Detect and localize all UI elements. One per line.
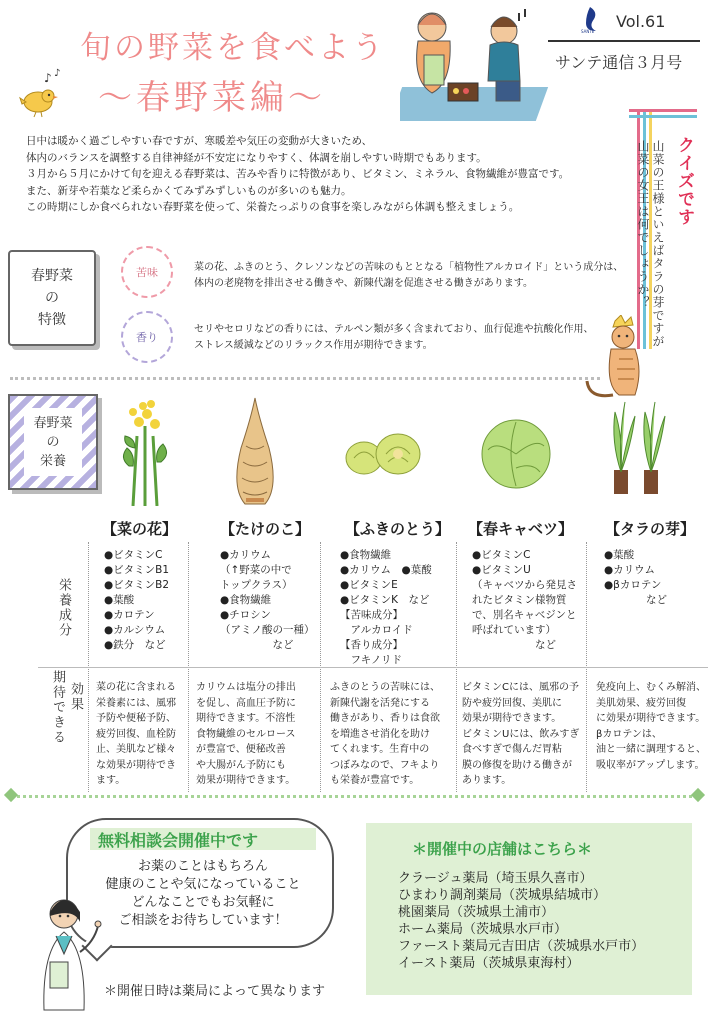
issue-title: サンテ通信３月号 <box>555 53 683 72</box>
nutrient-item: など <box>220 639 294 651</box>
sante-logo-icon <box>580 6 600 34</box>
svg-text:♪: ♪ <box>54 68 61 79</box>
nutrient-item: 【香り成分】 <box>340 639 403 651</box>
veg-name-taranome: 【タラの芽】 <box>605 520 696 538</box>
effect-line: 食物繊維のセルロース <box>196 728 296 740</box>
effect-line: 止、美肌など様々 <box>96 744 176 755</box>
aroma-tag: 香り <box>121 311 173 363</box>
aroma-description <box>194 322 594 354</box>
nutrition-label-line: 春野菜 <box>33 415 73 431</box>
description-line: 菜の花、ふきのとう、クレソンなどの苦味のもととなる「植物性アルカロイド」という成分は、 <box>194 262 624 273</box>
store-item: ファースト薬局元吉田店（茨城県水戸市） <box>398 939 645 954</box>
takenoko-icon <box>232 396 278 506</box>
page-title-line2: ～春野菜編～ <box>98 78 326 118</box>
nutrient-item: （キャベツから発見さ <box>472 579 577 591</box>
nanohana-icon <box>115 396 175 506</box>
taranome-icon <box>604 396 670 506</box>
effect-line: βカロテンは、 <box>596 728 662 740</box>
nutrient-item: ●ビタミンB1 <box>104 564 170 576</box>
nutrition-label-line: の <box>46 434 60 450</box>
description-line: 体内の老廃物を排出させる働きや、新陳代謝を促進させる働きがあります。 <box>194 278 533 289</box>
section-divider <box>10 377 600 380</box>
effect-line: 菜の花に含まれる <box>96 682 176 693</box>
features-label-line: の <box>45 290 59 306</box>
consult-note: ＊開催日時は薬局によって異なります <box>104 984 326 999</box>
nutrient-item: （アミノ酸の一種） <box>220 624 315 636</box>
effect-line: 油と一緒に調理すると、 <box>596 744 706 755</box>
effect-line: 期待できます。不溶性 <box>196 713 296 724</box>
effect-line: ビタミンUには、飲みすぎ <box>462 728 580 740</box>
effect-line: 効果が期待できます。 <box>462 713 562 724</box>
description-line: ストレス緩減などのリラックス作用が期待できます。 <box>194 340 433 351</box>
row-label-effects-a: 期待できる <box>50 670 65 745</box>
nutrient-item: ●ビタミンU <box>472 564 531 576</box>
veg-name-takenoko: 【たけのこ】 <box>220 520 311 538</box>
nutrient-list-cabbage <box>472 548 577 653</box>
store-item: イースト薬局（茨城県東海村） <box>398 956 580 971</box>
effect-line: 美肌効果、疲労回復 <box>596 697 686 709</box>
description-line: セリやセロリなどの香りには、テルペン類が多く含まれており、血行促進や抗酸化作用、 <box>194 324 594 335</box>
diamond-ornament <box>4 788 18 802</box>
effects-fukinotou <box>330 680 440 789</box>
effect-line: も栄養が豊富です。 <box>330 775 420 786</box>
nutrient-item: ●βカロテン <box>604 579 662 591</box>
effect-line: 免疫向上、むくみ解消、 <box>596 682 706 693</box>
row-label-effects-b: 効果 <box>68 682 83 712</box>
effects-taranome <box>596 680 706 773</box>
intro-line: 体内のバランスを調整する自律神経が不安定になりやすく、体調を崩しやすい時期でもあります。 <box>26 151 487 164</box>
store-item: ホーム薬局（茨城県水戸市） <box>398 922 568 937</box>
consult-title: 無料相談会開催中です <box>98 831 259 850</box>
nutrition-label <box>8 394 98 490</box>
intro-line: 日中は暖かく過ごしやすい春ですが、寒暖差や気圧の変動が大きいため、 <box>26 135 373 147</box>
nutrient-item: ●ビタミンC <box>104 549 163 561</box>
consult-line: ご相談をお待ちしています！ <box>118 913 288 928</box>
bird-icon <box>18 68 64 118</box>
effect-line: ビタミンCには、風邪の予 <box>462 682 579 693</box>
effect-line: 新陳代謝を活発にする <box>330 697 430 709</box>
nutrient-item: ●カリウム <box>220 549 272 561</box>
nutrient-item: ●食物繊維 <box>340 549 392 561</box>
effects-takenoko <box>196 680 296 789</box>
bitter-tag: 苦味 <box>121 246 173 298</box>
veg-name-fukinotou: 【ふきのとう】 <box>345 520 451 538</box>
effect-line: や大腸がん予防にも <box>196 759 286 771</box>
diamond-ornament <box>691 788 705 802</box>
intro-text <box>26 133 606 216</box>
effect-line: 防や疲労回復、美肌に <box>462 697 562 709</box>
nutrient-item: アルカロイド <box>340 624 413 636</box>
bitter-description <box>194 260 623 292</box>
nutrient-list-taranome <box>604 548 667 608</box>
row-label-nutrients: 栄養成分 <box>56 578 71 638</box>
features-label-line: 特徴 <box>38 312 66 328</box>
nutrient-item: など <box>604 594 667 606</box>
effect-line: 効果が期待できます。 <box>196 775 296 786</box>
nutrient-item: ●鉄分 など <box>104 639 166 651</box>
nutrient-item: ●カリウム <box>604 564 656 576</box>
effect-line: ます。 <box>96 775 126 786</box>
intro-line: この時期にしか食べられない春野菜を使って、栄養たっぷりの食事を楽しみながら体調も整えましょう。 <box>26 201 520 213</box>
effect-line: ふきのとうの苦味には、 <box>330 682 440 693</box>
effect-line: を促し、高血圧予防に <box>196 697 296 709</box>
nutrient-item: ●ビタミンK など <box>340 594 430 606</box>
effect-line: てくれます。生育中の <box>330 744 430 755</box>
nutrient-item: ●葉酸 <box>604 549 635 561</box>
veg-name-cabbage: 【春キャベツ】 <box>468 520 574 538</box>
picnic-illustration <box>400 5 550 123</box>
effect-line: カリウムは塩分の排出 <box>196 682 296 693</box>
effect-line: 膜の修復を助ける働きが <box>462 759 572 771</box>
nutrient-item: で、別名キャベジンと <box>472 609 577 621</box>
store-item: クラージュ薬局（埼玉県久喜市） <box>398 871 593 886</box>
nutrient-item: ●カリウム ●葉酸 <box>340 564 432 576</box>
effect-line: 栄養素には、風邪 <box>96 697 176 709</box>
volume-number: Vol.61 <box>616 12 666 31</box>
consult-line: お薬のことはもちろん <box>137 859 268 874</box>
features-label-line: 春野菜 <box>31 268 73 284</box>
nutrient-item: ●食物繊維 <box>220 594 272 606</box>
consult-line: 健康のことや気になっていること <box>105 877 301 892</box>
nutrient-item: れたビタミン様物質 <box>472 594 567 606</box>
nutrient-list-takenoko <box>220 548 315 653</box>
store-item: ひまわり調剤薬局（茨城県結城市） <box>398 888 607 903</box>
effect-line: 食べすぎで傷んだ胃粘 <box>462 744 562 755</box>
effect-line: 疲労回復、血栓防 <box>96 728 176 740</box>
consult-line: どんなことでもお気軽に <box>131 895 275 910</box>
effect-line: な効果が期待でき <box>96 759 176 771</box>
effects-nanohana <box>96 680 176 789</box>
header-rule <box>548 40 700 42</box>
veg-name-nanohana: 【菜の花】 <box>102 520 178 538</box>
consult-message <box>78 858 328 930</box>
effect-line: あります。 <box>462 775 512 786</box>
nutrient-item: ●カルシウム <box>104 624 166 636</box>
intro-line: また、新芽や若葉など柔らかくてみずみずしいものが多いのも魅力。 <box>26 184 352 197</box>
effect-line: が豊富で、便秘改善 <box>196 744 286 755</box>
nutrient-item: ●葉酸 <box>104 594 135 606</box>
store-list <box>398 870 644 972</box>
fukinotou-icon <box>342 396 426 506</box>
nutrient-item: ●チロシン <box>220 609 271 621</box>
nurse-icon <box>34 892 104 1012</box>
nutrient-item: ●ビタミンB2 <box>104 579 170 591</box>
nutrient-item: （↑野菜の中で <box>220 564 292 576</box>
consult-title-banner <box>90 828 316 850</box>
effect-line: に効果が期待できます。 <box>596 713 706 724</box>
nutrient-list-fukinotou <box>340 548 432 668</box>
quiz-question-line2: 山菜の女王は何でしょうか？ <box>636 140 650 309</box>
quiz-question-line1: 山菜の王様といえばタラの芽ですが <box>651 140 665 348</box>
features-label <box>8 250 96 346</box>
nutrient-item: ●カロテン <box>104 609 155 621</box>
quiz-title: クイズです <box>674 136 694 226</box>
effect-line: 働きがあり、香りは食欲 <box>330 713 440 724</box>
nutrient-item: 【苦味成分】 <box>340 609 403 621</box>
nutrient-item: フキノリド <box>340 654 402 666</box>
intro-line: ３月から５月にかけて旬を迎える春野菜は、苦みや香りに特徴があり、ビタミン、ミネラル、食物繊維が豊富です。 <box>26 168 570 180</box>
store-item: 桃園薬局（茨城県土浦市） <box>398 905 555 920</box>
logo-text: SANTE <box>581 29 595 34</box>
page-title-line1: 旬の野菜を食べよう <box>80 30 386 66</box>
svg-text:♪: ♪ <box>44 71 52 85</box>
cabbage-icon <box>476 396 556 506</box>
nutrient-item: ●ビタミンE <box>340 579 398 591</box>
nutrient-item: 呼ばれています） <box>472 624 556 636</box>
nutrient-item: ●ビタミンC <box>472 549 531 561</box>
nutrient-item: など <box>472 639 556 651</box>
effect-line: を増進させ消化を助け <box>330 728 430 740</box>
effects-cabbage <box>462 680 579 789</box>
effect-line: 吸収率がアップします。 <box>596 759 705 771</box>
footer-divider <box>10 795 700 798</box>
nutrient-item: トップクラス） <box>220 579 293 591</box>
effect-line: 予防や便秘予防、 <box>96 713 176 724</box>
nutrition-label-line: 栄養 <box>39 453 66 469</box>
nutrient-list-nanohana <box>104 548 169 653</box>
effect-line: つぼみなので、フキより <box>330 759 440 771</box>
store-title: ＊開催中の店舗はこちら＊ <box>412 840 593 858</box>
